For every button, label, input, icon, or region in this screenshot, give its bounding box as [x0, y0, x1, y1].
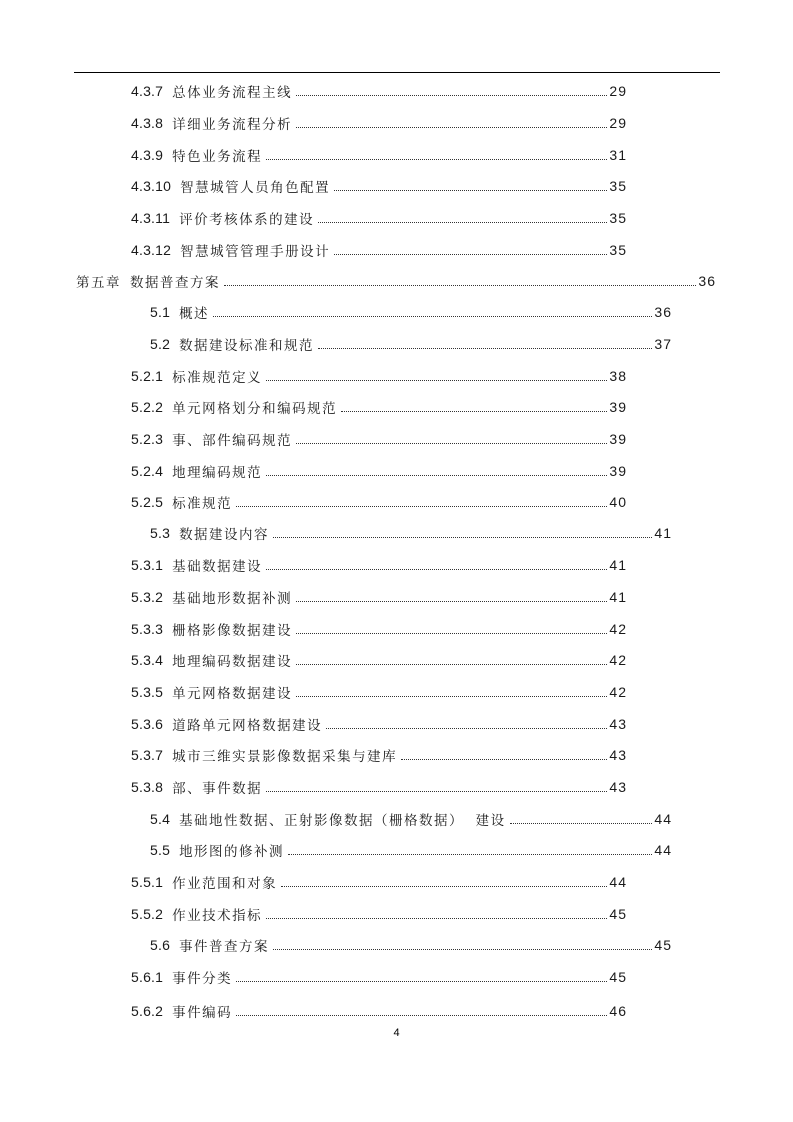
toc-page-number: 39: [609, 431, 627, 447]
toc-entry[interactable]: [76, 271, 716, 291]
toc-number: 5.3.8: [131, 779, 164, 795]
toc-entry[interactable]: [150, 935, 672, 955]
toc-title: 标准规范: [172, 496, 233, 512]
toc-title: 智慧城管管理手册设计: [180, 244, 331, 260]
toc-number: 第五章: [76, 275, 121, 291]
toc-entry[interactable]: [131, 429, 627, 449]
toc-title: 事件普查方案: [179, 939, 270, 955]
toc-entry[interactable]: [131, 777, 627, 797]
toc-number: 5.2: [150, 336, 171, 352]
toc-entry[interactable]: [131, 461, 627, 481]
toc-entry[interactable]: [150, 523, 672, 543]
toc-title: 单元网格数据建设: [172, 686, 293, 702]
toc-title: 单元网格划分和编码规范: [172, 401, 338, 417]
toc-entry[interactable]: [131, 492, 627, 512]
page-number: 4: [393, 1027, 400, 1039]
toc-page-number: 35: [609, 178, 627, 194]
dot-leader: [273, 537, 652, 538]
toc-page-number: 36: [698, 273, 716, 289]
toc-entry[interactable]: [131, 555, 627, 575]
toc-number: 5.3: [150, 525, 171, 541]
toc-title: 栅格影像数据建设: [172, 623, 293, 639]
toc-entry[interactable]: [131, 366, 627, 386]
toc-title: 标准规范定义: [172, 370, 263, 386]
toc-page-number: 42: [609, 684, 627, 700]
dot-leader: [318, 348, 652, 349]
toc-page-number: 29: [609, 115, 627, 131]
dot-leader: [281, 886, 607, 887]
toc-entry[interactable]: [131, 208, 627, 228]
toc-title: 数据建设标准和规范: [179, 338, 315, 354]
dot-leader: [296, 127, 607, 128]
toc-entry[interactable]: [131, 81, 627, 101]
dot-leader: [236, 1015, 607, 1016]
dot-leader: [266, 380, 607, 381]
toc-entry[interactable]: [150, 809, 672, 829]
toc-entry[interactable]: [150, 334, 672, 354]
toc-page-number: 41: [654, 525, 672, 541]
toc-entry[interactable]: [131, 619, 627, 639]
toc-number: 4.3.11: [131, 210, 171, 226]
toc-page-number: 35: [609, 242, 627, 258]
toc-number: 5.3.7: [131, 747, 164, 763]
toc-number: 4.3.12: [131, 242, 172, 258]
toc-number: 5.6.2: [131, 1003, 164, 1019]
toc-title: 地理编码数据建设: [172, 654, 293, 670]
toc-entry[interactable]: [131, 240, 627, 260]
toc-title: 事、部件编码规范: [172, 433, 293, 449]
toc-page-number: 29: [609, 83, 627, 99]
toc-title: 详细业务流程分析: [172, 117, 293, 133]
toc-page-number: 44: [654, 842, 672, 858]
toc-entry[interactable]: [131, 682, 627, 702]
toc-entry[interactable]: [131, 904, 627, 924]
dot-leader: [266, 159, 607, 160]
dot-leader: [296, 696, 607, 697]
toc-entry[interactable]: [131, 745, 627, 765]
toc-page-number: 35: [609, 210, 627, 226]
toc-number: 4.3.9: [131, 147, 164, 163]
dot-leader: [296, 95, 607, 96]
toc-entry[interactable]: [131, 397, 627, 417]
toc-title: 评价考核体系的建设: [179, 212, 315, 228]
toc-page-number: 41: [609, 557, 627, 573]
dot-leader: [334, 190, 607, 191]
dot-leader: [341, 411, 607, 412]
toc-title: 道路单元网格数据建设: [172, 718, 323, 734]
toc-title: 智慧城管人员角色配置: [180, 180, 331, 196]
toc-entry[interactable]: [131, 113, 627, 133]
dot-leader: [296, 601, 607, 602]
toc-page-number: 42: [609, 652, 627, 668]
toc-page-number: 43: [609, 779, 627, 795]
toc-page-number: 36: [654, 304, 672, 320]
toc-number: 5.2.1: [131, 368, 164, 384]
toc-entry[interactable]: [131, 587, 627, 607]
dot-leader: [273, 949, 652, 950]
toc-page-number: 40: [609, 494, 627, 510]
toc-title: 事件分类: [172, 971, 233, 987]
toc-page-number: 42: [609, 621, 627, 637]
toc-entry[interactable]: [131, 967, 627, 987]
toc-number: 5.6: [150, 937, 171, 953]
toc-number: 4.3.7: [131, 83, 164, 99]
toc-page-number: 45: [609, 969, 627, 985]
dot-leader: [266, 918, 607, 919]
toc-title: 基础地性数据、正射影像数据（栅格数据） 建设: [179, 813, 506, 829]
dot-leader: [213, 316, 652, 317]
dot-leader: [296, 664, 607, 665]
dot-leader: [510, 823, 653, 824]
toc-title: 基础数据建设: [172, 559, 263, 575]
toc-entry[interactable]: [131, 650, 627, 670]
toc-number: 5.5.1: [131, 874, 164, 890]
dot-leader: [288, 854, 652, 855]
toc-title: 概述: [179, 306, 210, 322]
dot-leader: [326, 728, 607, 729]
toc-title: 地形图的修补测: [179, 844, 285, 860]
toc-number: 4.3.10: [131, 178, 172, 194]
toc-number: 5.1: [150, 304, 171, 320]
toc-page-number: 44: [654, 811, 672, 827]
dot-leader: [401, 759, 607, 760]
toc-number: 5.3.6: [131, 716, 164, 732]
toc-title: 城市三维实景影像数据采集与建库: [172, 749, 398, 765]
toc-entry[interactable]: [131, 714, 627, 734]
toc-title: 特色业务流程: [172, 149, 263, 165]
toc-page-number: 45: [609, 906, 627, 922]
toc-number: 4.3.8: [131, 115, 164, 131]
toc-number: 5.2.2: [131, 399, 164, 415]
dot-leader: [236, 506, 607, 507]
toc-title: 数据普查方案: [130, 275, 220, 291]
toc-page-number: 41: [609, 589, 627, 605]
dot-leader: [266, 475, 607, 476]
toc-number: 5.3.4: [131, 652, 164, 668]
toc-title: 总体业务流程主线: [172, 85, 293, 101]
toc-entry[interactable]: [150, 840, 672, 860]
toc-title: 事件编码: [172, 1005, 233, 1021]
toc-number: 5.3.3: [131, 621, 164, 637]
dot-leader: [296, 633, 607, 634]
dot-leader: [224, 285, 696, 286]
dot-leader: [318, 222, 607, 223]
toc-title: 地理编码规范: [172, 465, 263, 481]
dot-leader: [266, 791, 607, 792]
toc-entry[interactable]: [131, 145, 627, 165]
toc-page-number: 39: [609, 399, 627, 415]
toc-page-number: 38: [609, 368, 627, 384]
toc-page-number: 46: [609, 1003, 627, 1019]
toc-page-number: 43: [609, 747, 627, 763]
toc-title: 基础地形数据补测: [172, 591, 293, 607]
toc-page-number: 43: [609, 716, 627, 732]
toc-entry[interactable]: [150, 302, 672, 322]
toc-number: 5.3.5: [131, 684, 164, 700]
toc-title: 部、事件数据: [172, 781, 263, 797]
toc-number: 5.6.1: [131, 969, 164, 985]
toc-title: 作业技术指标: [172, 908, 263, 924]
toc-title: 作业范围和对象: [172, 876, 278, 892]
toc-page-number: 45: [654, 937, 672, 953]
toc-title: 数据建设内容: [179, 527, 270, 543]
toc-entry[interactable]: [131, 176, 627, 196]
dot-leader: [296, 443, 607, 444]
toc-entry[interactable]: [131, 872, 627, 892]
toc-number: 5.2.3: [131, 431, 164, 447]
toc-number: 5.2.4: [131, 463, 164, 479]
dot-leader: [334, 254, 607, 255]
toc-number: 5.3.1: [131, 557, 164, 573]
toc-number: 5.5: [150, 842, 171, 858]
toc-page-number: 39: [609, 463, 627, 479]
toc-page-number: 37: [654, 336, 672, 352]
header-rule: [74, 72, 720, 73]
toc-number: 5.3.2: [131, 589, 164, 605]
toc-page-number: 44: [609, 874, 627, 890]
dot-leader: [236, 981, 607, 982]
toc-number: 5.4: [150, 811, 171, 827]
toc-number: 5.2.5: [131, 494, 164, 510]
toc-page-number: 31: [609, 147, 627, 163]
toc-entry[interactable]: [131, 1001, 627, 1021]
toc-number: 5.5.2: [131, 906, 164, 922]
dot-leader: [266, 569, 607, 570]
